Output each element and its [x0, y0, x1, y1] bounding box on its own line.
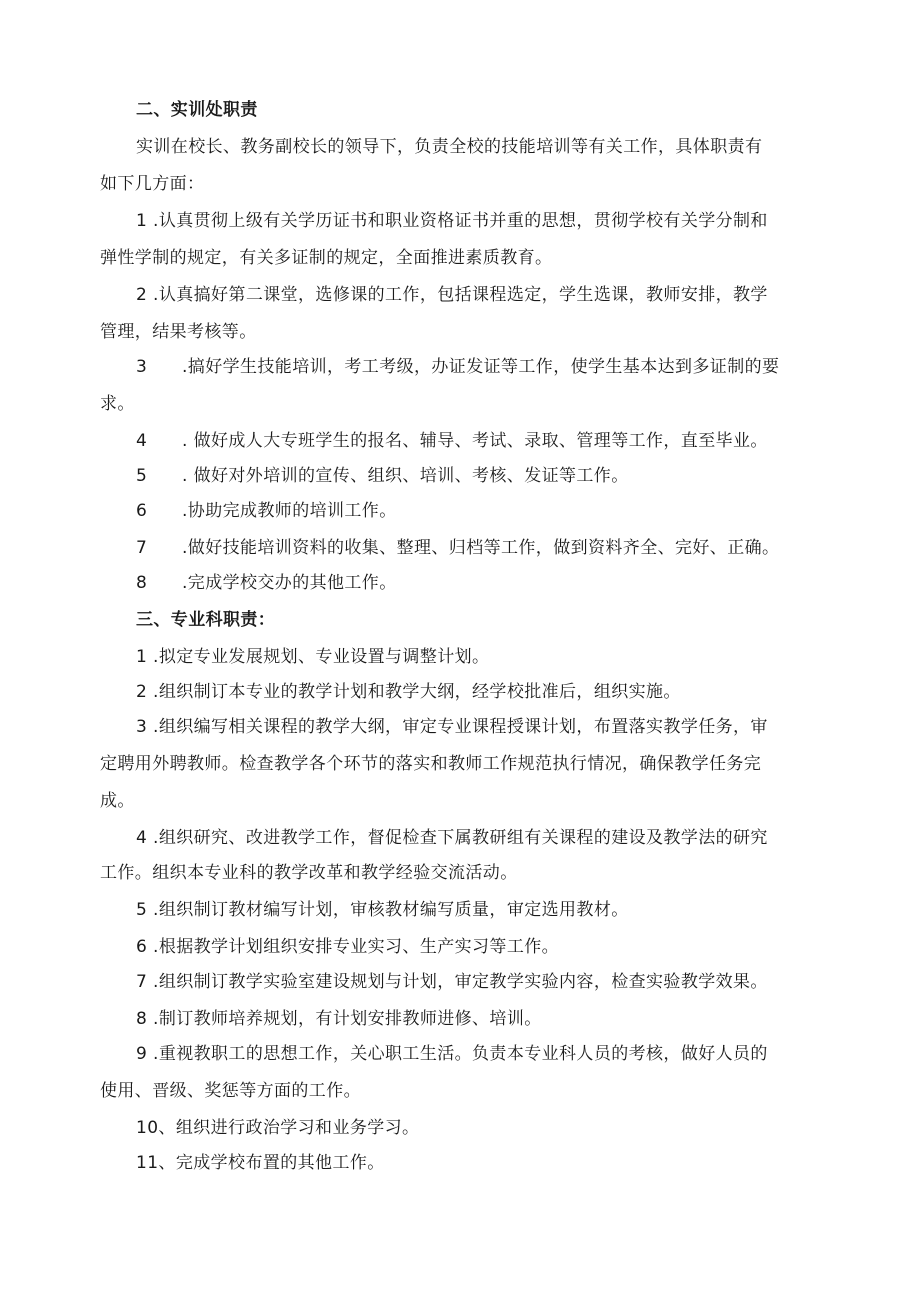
- list-item: [136, 900, 629, 920]
- item-text: .组织研究、改进教学工作，督促检查下属教研组有关课程的建设及教学法的研究: [153, 828, 768, 848]
- item-number: 1: [136, 647, 148, 667]
- item-text: .拟定专业发展规划、专业设置与调整计划。: [153, 647, 490, 667]
- item-number: 10、: [136, 1118, 176, 1138]
- item-continuation: 弹性学制的规定，有关多证制的规定，全面推进素质教育。: [100, 248, 553, 268]
- item-number: 8: [136, 573, 148, 593]
- item-number: 4: [136, 431, 148, 451]
- list-item: [136, 285, 768, 305]
- list-item: [136, 431, 768, 451]
- list-item: [136, 1153, 385, 1173]
- item-number: 6: [136, 937, 148, 957]
- list-item: [136, 1118, 419, 1138]
- item-number: 7: [136, 538, 148, 558]
- item-continuation: 使用、晋级、奖惩等方面的工作。: [100, 1081, 361, 1101]
- item-text: .组织制订本专业的教学计划和教学大纲，经学校批准后，组织实施。: [153, 682, 681, 702]
- section2-intro-line2: 如下几方面：: [100, 174, 205, 194]
- item-text: 组织进行政治学习和业务学习。: [175, 1118, 420, 1138]
- section-heading-department: 三、专业科职责：: [136, 610, 276, 630]
- item-continuation: 管理，结果考核等。: [100, 322, 257, 342]
- list-item: [136, 828, 768, 848]
- item-number: 2: [136, 285, 148, 305]
- item-number: 5: [136, 900, 148, 920]
- item-number: 1: [136, 211, 148, 231]
- item-text: .做好技能培训资料的收集、整理、归档等工作，做到资料齐全、完好、正确。: [182, 538, 780, 558]
- list-item: [136, 466, 629, 486]
- item-number: 3: [136, 717, 148, 737]
- item-text: .组织编写相关课程的教学大纲，审定专业课程授课计划，布置落实教学任务，审: [153, 717, 768, 737]
- section-heading-training-office: 二、实训处职责: [136, 100, 258, 120]
- item-number: 6: [136, 501, 148, 521]
- list-item: [136, 717, 768, 737]
- item-continuation: 成。: [100, 791, 135, 811]
- item-text: . 做好对外培训的宣传、组织、培训、考核、发证等工作。: [182, 466, 629, 486]
- item-text: .根据教学计划组织安排专业实习、生产实习等工作。: [153, 937, 560, 957]
- list-item: [136, 647, 489, 667]
- item-continuation: 求。: [100, 394, 135, 414]
- item-text: .组织制订教学实验室建设规划与计划，审定教学实验内容，检查实验教学效果。: [153, 972, 768, 992]
- item-number: 7: [136, 972, 148, 992]
- item-text: .制订教师培养规划，有计划安排教师进修、培训。: [153, 1009, 542, 1029]
- item-text: . 做好成人大专班学生的报名、辅导、考试、录取、管理等工作，直至毕业。: [182, 431, 768, 451]
- item-text: .认真搞好第二课堂，选修课的工作，包括课程选定，学生选课，教师安排，教学: [153, 285, 768, 305]
- list-item: [136, 1009, 542, 1029]
- list-item: [136, 538, 779, 558]
- list-item: [136, 573, 397, 593]
- item-text: 完成学校布置的其他工作。: [175, 1153, 385, 1173]
- item-text: .搞好学生技能培训，考工考级，办证发证等工作，使学生基本达到多证制的要: [182, 357, 780, 377]
- list-item: [136, 211, 768, 231]
- section2-intro-line1: 实训在校长、教务副校长的领导下，负责全校的技能培训等有关工作，具体职责有: [136, 137, 763, 157]
- item-number: 9: [136, 1044, 148, 1064]
- item-number: 11、: [136, 1153, 176, 1173]
- list-item: [136, 972, 768, 992]
- item-continuation: 工作。组织本专业科的教学改革和教学经验交流活动。: [100, 863, 518, 883]
- item-text: .组织制订教材编写计划，审核教材编写质量，审定选用教材。: [153, 900, 629, 920]
- item-text: .重视教职工的思想工作，关心职工生活。负责本专业科人员的考核，做好人员的: [153, 1044, 768, 1064]
- item-number: 2: [136, 682, 148, 702]
- item-text: .协助完成教师的培训工作。: [182, 501, 397, 521]
- list-item: [136, 501, 397, 521]
- item-number: 5: [136, 466, 148, 486]
- item-number: 8: [136, 1009, 148, 1029]
- item-number: 3: [136, 357, 148, 377]
- item-continuation: 定聘用外聘教师。检查教学各个环节的落实和教师工作规范执行情况，确保教学任务完: [100, 754, 762, 774]
- item-text: .认真贯彻上级有关学历证书和职业资格证书并重的思想，贯彻学校有关学分制和: [153, 211, 768, 231]
- item-number: 4: [136, 828, 148, 848]
- item-text: .完成学校交办的其他工作。: [182, 573, 397, 593]
- list-item: [136, 682, 681, 702]
- list-item: [136, 357, 779, 377]
- list-item: [136, 937, 559, 957]
- list-item: [136, 1044, 768, 1064]
